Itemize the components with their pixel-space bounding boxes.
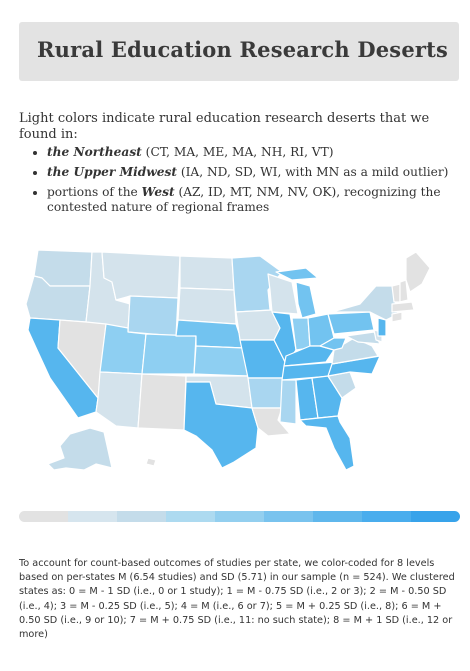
legend-swatch	[362, 511, 411, 522]
state-AK[interactable]	[48, 428, 112, 470]
state-NJ[interactable]	[378, 318, 386, 336]
color-scale-legend	[19, 511, 460, 522]
state-VT[interactable]	[392, 284, 400, 302]
region-item-northeast	[47, 145, 461, 160]
region-list	[19, 145, 461, 215]
region-prefix: portions of the	[47, 185, 142, 199]
region-detail: (CT, MA, ME, MA, NH, RI, VT)	[141, 145, 334, 159]
region-item-upper-midwest	[47, 165, 461, 180]
legend-swatch	[264, 511, 313, 522]
legend-swatch	[117, 511, 166, 522]
state-NM[interactable]	[138, 374, 186, 430]
legend-swatch	[19, 511, 68, 522]
region-name: the Upper Midwest	[47, 165, 177, 179]
region-name: the Northeast	[47, 145, 142, 159]
state-PA[interactable]	[328, 312, 374, 334]
state-MA[interactable]	[392, 302, 414, 312]
state-MS[interactable]	[280, 380, 296, 424]
state-KS[interactable]	[194, 346, 248, 376]
state-AZ[interactable]	[96, 372, 142, 428]
state-WY[interactable]	[128, 296, 178, 336]
intro-lead: Light colors indicate rural education research deserts that we found in:	[19, 111, 430, 142]
state-ND[interactable]	[180, 256, 234, 290]
state-AR[interactable]	[248, 378, 284, 408]
legend-swatch	[313, 511, 362, 522]
state-CO[interactable]	[142, 334, 196, 374]
intro	[19, 111, 461, 220]
region-item-west	[47, 185, 461, 215]
legend-swatch	[68, 511, 117, 522]
state-FL[interactable]	[300, 416, 354, 470]
us-choropleth-map	[20, 238, 450, 470]
legend-swatch	[411, 511, 460, 522]
region-detail: (IA, ND, SD, WI, with MN as a mild outlier)	[176, 165, 449, 179]
state-CT[interactable]	[392, 312, 402, 322]
legend-swatch	[166, 511, 215, 522]
method-note: To account for count-based outcomes of studies per state, we color-coded for 8 levels based on per-states M (6.54 studies) and SD (5.71) in our sample (n = 524). We clustered states as: 0 = M - 1 SD (i.e., 0 or 1 study); 1 = M - 0.75 SD (i.e., 2 or 3); 2 = M - 0.50 SD (i.e., 4); 3 = M - 0.25 SD (i.e., 5); 4 = M (i.e., 6 or 7); 5 = M + 0.25 SD (i.e., 8); 6 = M + 0.50 SD (i.e., 9 or 10); 7 = M + 0.75 SD (i.e., 11: no such state); 8 = M + 1 SD (i.e., 12 or more)	[19, 558, 455, 641]
title-box	[19, 22, 459, 81]
region-detail: (AZ, ID, MT, NM, NV, OK), recognizing the contested nature of regional frames	[47, 185, 441, 214]
state-ME[interactable]	[406, 252, 430, 292]
page-title: Rural Education Research Deserts	[37, 37, 449, 62]
state-SD[interactable]	[178, 288, 236, 324]
state-MI[interactable]	[296, 282, 316, 318]
legend-swatch	[215, 511, 264, 522]
state-HI[interactable]	[146, 458, 156, 466]
region-name: West	[141, 185, 175, 199]
